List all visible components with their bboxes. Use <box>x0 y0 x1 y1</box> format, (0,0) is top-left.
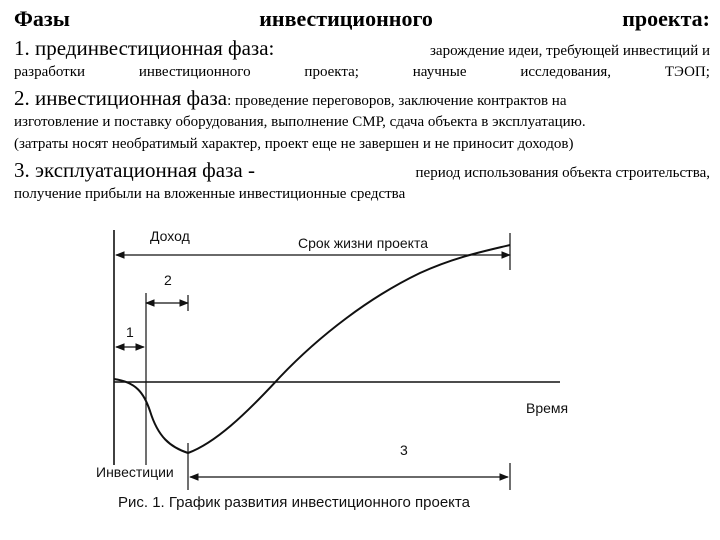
phase2-continuation-1 <box>14 114 710 136</box>
phase2-description: : проведение переговоров, заключение контрактов на <box>227 93 567 109</box>
title-word-2: инвестиционного <box>259 6 433 31</box>
phase3-text: получение прибыли на вложенные инвестиционные средства <box>14 186 406 202</box>
phase2-heading: 2. инвестиционная фаза <box>14 86 228 110</box>
segment1-label: 1 <box>126 324 134 340</box>
lifecycle-diagram <box>0 215 720 540</box>
phase3-description: период использования объекта строительства, <box>415 165 710 181</box>
project-lifecycle-figure <box>0 215 720 540</box>
phase2-text-2: (затраты носят необратимый характер, проект еще не завершен и не приносит доходов) <box>14 136 574 152</box>
segment3-label: 3 <box>400 442 408 458</box>
phase3-heading: 3. эксплуатационная фаза - <box>14 158 255 182</box>
phase1-word: научные <box>412 64 467 80</box>
phase1-word: проекта; <box>304 64 359 80</box>
segment2-label: 2 <box>164 272 172 288</box>
phase1-word: исследования, <box>520 64 612 80</box>
phase3-continuation <box>14 186 710 208</box>
phase2-continuation-2 <box>14 136 710 158</box>
phase1-line <box>14 36 710 64</box>
lifetime-label: Срок жизни проекта <box>298 235 429 251</box>
title-line <box>14 6 710 36</box>
phase1-continuation <box>14 64 710 86</box>
text-block <box>14 6 710 208</box>
phase1-description: зарождение идеи, требующей инвестиций и <box>430 43 710 59</box>
x-axis-label: Время <box>526 400 569 416</box>
title-word-1: Фазы <box>14 6 70 31</box>
title-word-3: проекта: <box>622 6 710 31</box>
investments-label: Инвестиции <box>96 464 174 480</box>
phase2-text-1: изготовление и поставку оборудования, выполнение СМР, сдача объекта в эксплуатацию. <box>14 114 586 130</box>
phase1-word: инвестиционного <box>138 64 251 80</box>
phase3-line <box>14 158 710 186</box>
phase1-word: ТЭОП; <box>664 64 710 80</box>
phase1-heading: 1. прединвестиционная фаза: <box>14 36 275 60</box>
figure-caption: Рис. 1. График развития инвестиционного проекта <box>118 494 470 511</box>
y-axis-label: Доход <box>150 228 190 244</box>
phase1-word: разработки <box>14 64 86 80</box>
phase2-line <box>14 86 710 114</box>
project-curve <box>114 245 510 453</box>
